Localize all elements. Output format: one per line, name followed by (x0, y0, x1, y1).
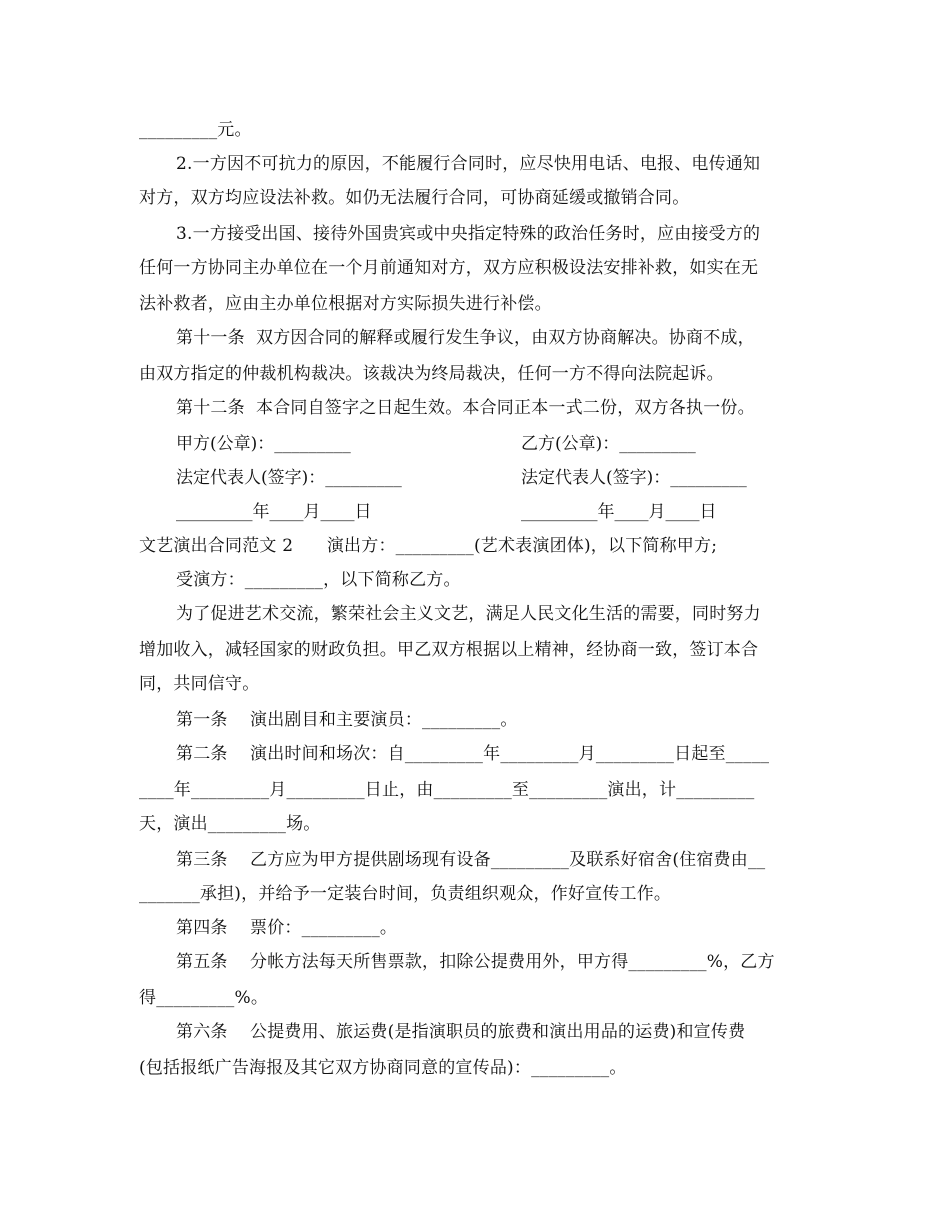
party-a-date: _________年____月____日 (176, 502, 372, 522)
text-line: 第五条 分帐方法每天所售票款，扣除公提费用外，甲方得_________%，乙方 (176, 952, 775, 972)
text-line: _______承担)，并给予一定装台时间，负责组织观众，作好宣传工作。 (139, 884, 672, 904)
text-line: 第六条 公提费用、旅运费(是指演职员的旅费和演出用品的运费)和宣传费 (176, 1022, 746, 1042)
text-line: 得_________%。 (139, 988, 269, 1008)
text-line: 法补救者，应由主办单位根据对方实际损失进行补偿。 (139, 294, 552, 314)
text-line: 第三条 乙方应为甲方提供剧场现有设备_________及联系好宿舍(住宿费由__ (176, 850, 766, 870)
text-line: 3.一方接受出国、接待外国贵宾或中央指定特殊的政治任务时，应由接受方的 (176, 224, 761, 244)
text-line: 2.一方因不可抗力的原因，不能履行合同时，应尽快用电话、电报、电传通知 (176, 154, 761, 174)
text-line: 同，共同信守。 (139, 674, 260, 694)
text-line: 文艺演出合同范文 2 演出方：_________(艺术表演团体)，以下简称甲方; (139, 536, 718, 556)
text-line: 增加收入，减轻国家的财政负担。甲乙双方根据以上精神，经协商一致，签订本合 (139, 640, 759, 660)
text-line: 第十一条 双方因合同的解释或履行发生争议，由双方协商解决。协商不成， (176, 328, 755, 348)
text-line: 任何一方协同主办单位在一个月前通知对方，双方应积极设法安排补救，如实在无 (139, 258, 759, 278)
text-line: (包括报纸广告海报及其它双方协商同意的宣传品)：_________。 (139, 1058, 627, 1078)
party-a-representative: 法定代表人(签字)：_________ (176, 468, 402, 488)
party-b-seal: 乙方(公章)：_________ (521, 434, 696, 454)
text-line: 第一条 演出剧目和主要演员：_________。 (176, 710, 518, 730)
text-line: 第四条 票价：_________。 (176, 918, 398, 938)
text-line: 第二条 演出时间和场次：自_________年_________月_________日起至_____ (176, 744, 770, 764)
text-line: 天，演出_________场。 (139, 814, 321, 834)
party-b-representative: 法定代表人(签字)：_________ (521, 468, 747, 488)
party-a-seal: 甲方(公章)：_________ (176, 434, 351, 454)
party-b-date: _________年____月____日 (521, 502, 717, 522)
text-line: 第十二条 本合同自签字之日起生效。本合同正本一式二份，双方各执一份。 (176, 398, 755, 418)
text-line: 由双方指定的仲裁机构裁决。该裁决为终局裁决，任何一方不得向法院起诉。 (139, 364, 724, 384)
text-line: 为了促进艺术交流，繁荣社会主义文艺，满足人民文化生活的需要，同时努力 (176, 604, 761, 624)
text-line: _________元。 (139, 120, 252, 140)
text-line: 对方，双方均应设法补救。如仍无法履行合同，可协商延缓或撤销合同。 (139, 188, 690, 208)
text-line: ____年_________月_________日止，由_________至_________演出，计_________ (139, 780, 755, 800)
text-line: 受演方：_________，以下简称乙方。 (176, 570, 461, 590)
